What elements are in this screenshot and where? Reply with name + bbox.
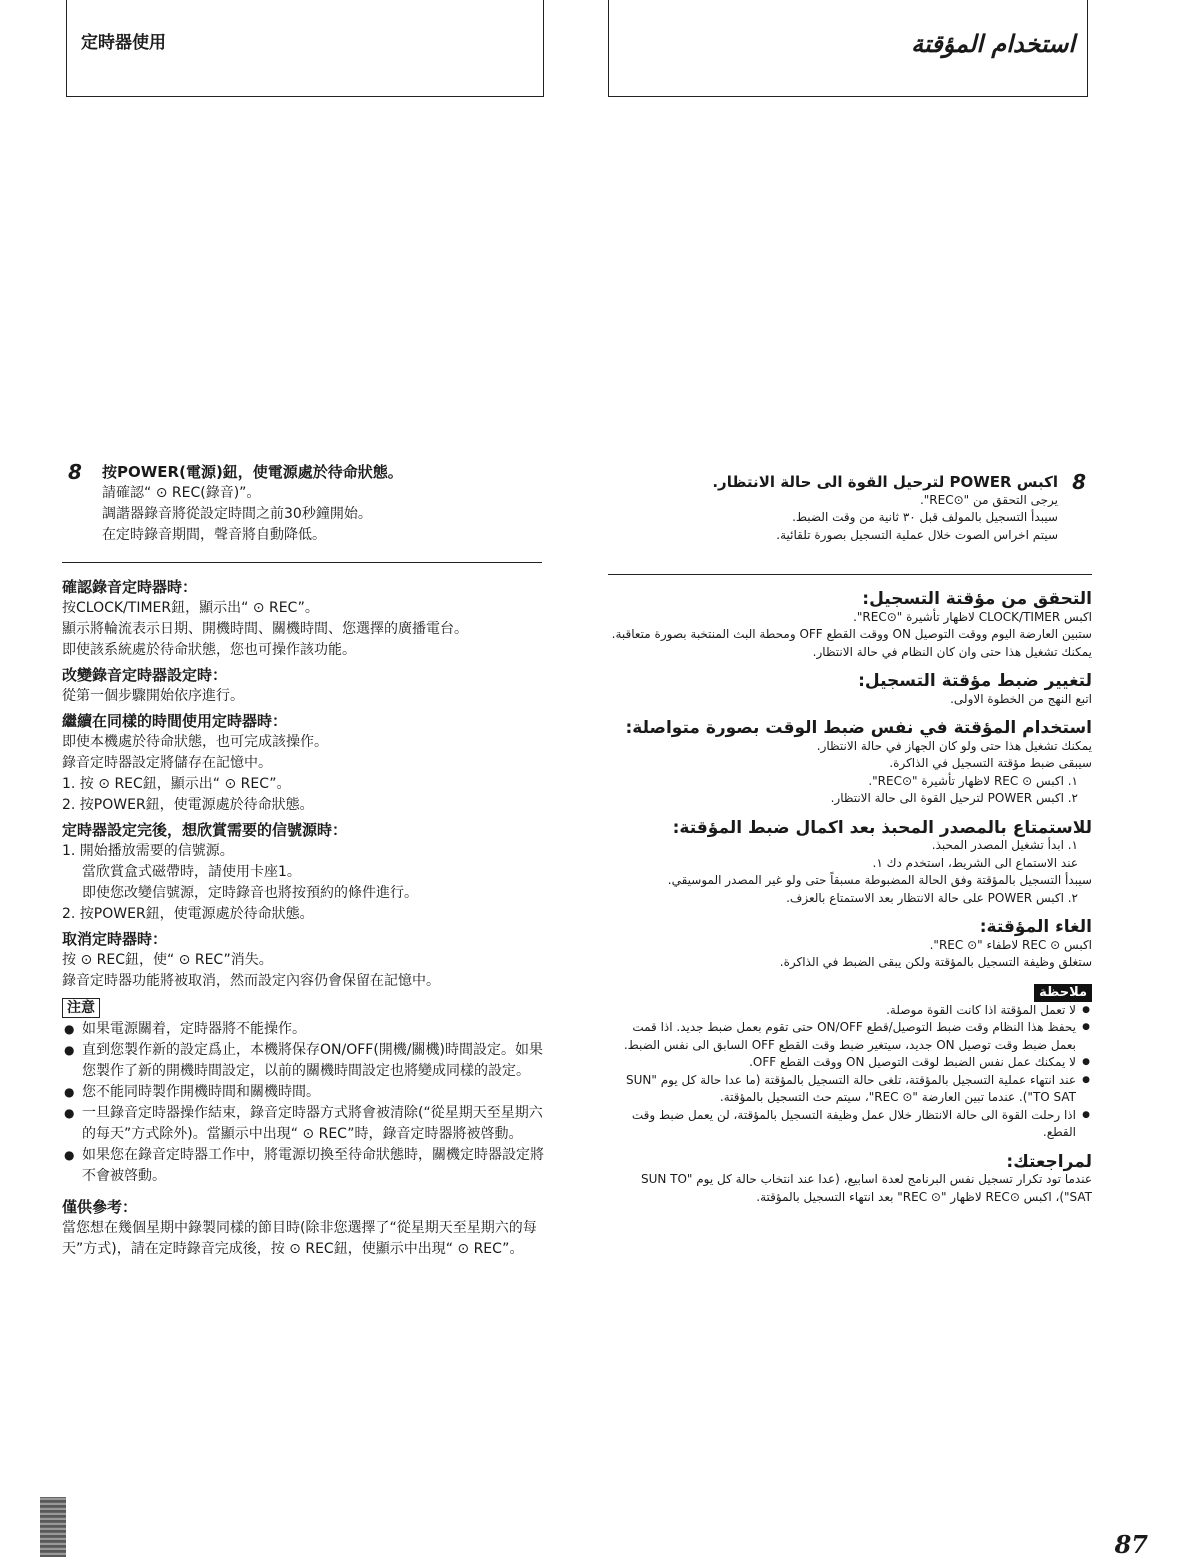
section-line: يمكنك تشغيل هذا حتى ولو كان الجهاز في حالة الانتظار. (816, 738, 1092, 753)
section-line: ٢. اكبس POWER لترحيل القوة الى حالة الانتظار. (830, 791, 1078, 805)
section-heading: الغاء المؤقتة: (979, 917, 1092, 937)
section-heading: استخدام المؤقتة في نفس ضبط الوقت بصورة متواصلة: (625, 718, 1092, 738)
section-line: ١. ابدأ تشغيل المصدر المحبذ. (931, 838, 1078, 852)
note-item: ● عند انتهاء عملية التسجيل بالمؤقتة، تلغى حالة التسجيل بالمؤقتة (ما عدا حالة كل يوم "SUN TO SAT"). عندما تبين العارضة "⊙ REC"، سيتم حث التسجيل بالمؤقتة. (608, 1072, 1092, 1107)
step-heading: اكبس POWER لترحيل القوة الى حالة الانتظار. (712, 473, 1058, 491)
section-line: ستبين العارضة اليوم ووقت التوصيل ON ووقت القطع OFF ومحطة البث المنتخبة بصورة متعاقبة. (611, 627, 1092, 641)
section-line: 按 ⊙ REC鈕，使“ ⊙ REC”消失。 (62, 952, 273, 968)
step-line: 請確認“ ⊙ REC(錄音)”。 (102, 485, 261, 501)
step-number: 8 (68, 460, 82, 484)
section-heading: للاستمتاع بالمصدر المحبذ بعد اكمال ضبط المؤقتة: (672, 817, 1092, 838)
section-line: 即使本機處於待命狀態，也可完成該操作。 (62, 734, 328, 750)
section-change-timer (608, 673, 1092, 708)
section-enjoy-source (62, 820, 546, 925)
section-heading: 繼續在同樣的時間使用定時器時： (62, 712, 288, 730)
section-line: 按CLOCK/TIMER鈕，顯示出“ ⊙ REC”。 (62, 600, 319, 616)
section-divider (62, 562, 542, 563)
section-reuse-timer (62, 711, 546, 816)
arabic-column (608, 470, 1092, 1206)
section-line: اتبع النهج من الخطوة الاولى. (950, 691, 1092, 706)
step-line: 在定時錄音期間，聲音將自動降低。 (102, 527, 326, 543)
section-confirm-timer (62, 577, 546, 661)
section-heading: 取消定時器時： (62, 930, 168, 948)
note-item: ● يحفظ هذا النظام وقت ضبط التوصيل/قطع ON/OFF حتى تقوم بعمل ضبط جديد. اذا قمت بعمل ضبط وقت توصيل ON جديد، سيتغير ضبط وقت القطع OFF السابق الى نفس الضبط. (608, 1019, 1092, 1054)
section-divider (608, 574, 1092, 575)
page-title-chinese: 定時器使用 (81, 33, 166, 53)
section-cancel-timer (608, 919, 1092, 972)
step-number: 8 (1072, 470, 1086, 494)
page-title-arabic: استخدام المؤقتة (911, 30, 1075, 58)
section-change-timer (62, 665, 546, 707)
header-box-chinese (66, 0, 544, 97)
section-line: اكبس ⊙ REC لاطفاء "⊙ REC". (929, 937, 1092, 952)
note-label: 注意 (62, 998, 100, 1018)
note-item: ● لا تعمل المؤقتة اذا كانت القوة موصلة. (608, 1002, 1092, 1020)
reference-text: 當您想在幾個星期中錄製同樣的節目時(除非您選擇了“從星期天至星期六的每天”方式)，請在定時錄音完成後，按 ⊙ REC鈕，使顯示中出現“ ⊙ REC”。 (62, 1220, 537, 1257)
section-heading: 定時器設定完後，想欣賞需要的信號源時： (62, 821, 348, 839)
scan-smudge (40, 1497, 66, 1557)
section-line: 2. 按POWER鈕，使電源處於待命狀態。 (62, 906, 314, 922)
section-line: ٢. اكبس POWER على حالة الانتظار بعد الاستمتاع بالعزف. (786, 890, 1078, 905)
section-heading: التحقق من مؤقتة التسجيل: (862, 589, 1092, 609)
section-line: اكبس CLOCK/TIMER لاظهار تأشيرة "⊙REC". (853, 609, 1092, 624)
section-cancel-timer (62, 929, 546, 992)
section-line: ١. اكبس ⊙ REC لاظهار تأشيرة "⊙REC". (868, 773, 1078, 788)
note-item: ● 您不能同時製作開機時間和關機時間。 (62, 1082, 546, 1103)
section-line: يمكنك تشغيل هذا حتى وان كان النظام في حالة الانتظار. (812, 644, 1092, 659)
section-line: 1. 開始播放需要的信號源。 (62, 843, 234, 859)
section-line: سيبدأ التسجيل بالمؤقتة وفق الحالة المضبوطة مسبقاً حتى ولو غير المصدر الموسيقي. (667, 873, 1092, 887)
section-reference (62, 1197, 546, 1260)
header-box-arabic (608, 0, 1088, 97)
reference-text: عندما تود تكرار تسجيل نفس البرنامج لعدة اسابيع، (عدا عند انتخاب حالة كل يوم "SUN TO SAT")، اكبس ⊙REC لاظهار "⊙ REC" بعد انتهاء التسجيل بالمؤقتة. (640, 1172, 1092, 1204)
section-line: ستغلق وظيفة التسجيل بالمؤقتة ولكن يبقى الضبط في الذاكرة. (779, 955, 1092, 969)
notes-list (62, 1019, 546, 1187)
section-line: 即使該系統處於待命狀態，您也可操作該功能。 (62, 642, 356, 658)
note-item: ● 一旦錄音定時器操作結束，錄音定時器方式將會被清除(“從星期天至星期六的每天”方式除外)。當顯示中出現“ ⊙ REC”時，錄音定時器將被啓動。 (62, 1103, 546, 1145)
note-item: ● 直到您製作新的設定爲止，本機將保存ON/OFF(開機/關機)時間設定。如果您製作了新的開機時間設定，以前的關機時間設定也將變成同樣的設定。 (62, 1040, 546, 1082)
section-line: عند الاستماع الى الشريط، استخدم دك ١. (872, 855, 1078, 870)
section-line: 錄音定時器功能將被取消，然而設定內容仍會保留在記憶中。 (62, 973, 440, 989)
reference-heading: لمراجعتك: (1006, 1151, 1092, 1172)
section-line: 錄音定時器設定將儲存在記憶中。 (62, 755, 272, 771)
section-reuse-timer (608, 720, 1092, 808)
section-line: 顯示將輪流表示日期、開機時間、關機時間、您選擇的廣播電台。 (62, 621, 468, 637)
step-body (608, 492, 1058, 545)
step-line: 調諧器錄音將從設定時間之前30秒鐘開始。 (102, 506, 372, 522)
note-label: ملاحظة (1034, 984, 1092, 1002)
section-line: سيبقى ضبط مؤقتة التسجيل في الذاكرة. (889, 756, 1092, 770)
section-enjoy-source (608, 817, 1092, 908)
section-confirm-timer (608, 591, 1092, 661)
note-item: ● لا يمكنك عمل نفس الضبط لوقت التوصيل ON ووقت القطع OFF. (608, 1054, 1092, 1072)
section-line: 2. 按POWER鈕，使電源處於待命狀態。 (62, 797, 314, 813)
note-item: ● اذا رحلت القوة الى حالة الانتظار خلال عمل وظيفة التسجيل بالمؤقتة، لن يعمل ضبط وقت القطع. (608, 1107, 1092, 1142)
section-heading: 改變錄音定時器設定時： (62, 666, 228, 684)
chinese-column (62, 462, 546, 1260)
section-line: 當欣賞盒式磁帶時，請使用卡座1。 (82, 864, 301, 880)
step-line: يرجى التحقق من "⊙REC". (919, 492, 1058, 507)
step-line: سيتم اخراس الصوت خلال عملية التسجيل بصورة تلقائية. (776, 527, 1058, 542)
section-line: 1. 按 ⊙ REC鈕，顯示出“ ⊙ REC”。 (62, 776, 291, 792)
section-line: 即使您改變信號源，定時錄音也將按預約的條件進行。 (82, 885, 418, 901)
reference-heading: 僅供參考： (62, 1198, 138, 1216)
notes-list (608, 1002, 1092, 1142)
note-item: ● 如果您在錄音定時器工作中，將電源切換至待命狀態時，關機定時器設定將不會被啓動。 (62, 1145, 546, 1187)
section-reference (608, 1151, 1092, 1207)
section-heading: 確認錄音定時器時： (62, 578, 198, 596)
section-heading: لتغيير ضبط مؤقتة التسجيل: (858, 671, 1092, 691)
note-item: ● 如果電源關着，定時器將不能操作。 (62, 1019, 546, 1040)
section-line: 從第一個步驟開始依序進行。 (62, 688, 244, 704)
step-body (102, 483, 546, 546)
step-line: سيبدأ التسجيل بالمولف قبل ٣٠ ثانية من وقت الضبط. (792, 510, 1058, 524)
page-number: 87 (1114, 1530, 1148, 1559)
step-heading: 按POWER(電源)鈕，使電源處於待命狀態。 (102, 463, 403, 481)
